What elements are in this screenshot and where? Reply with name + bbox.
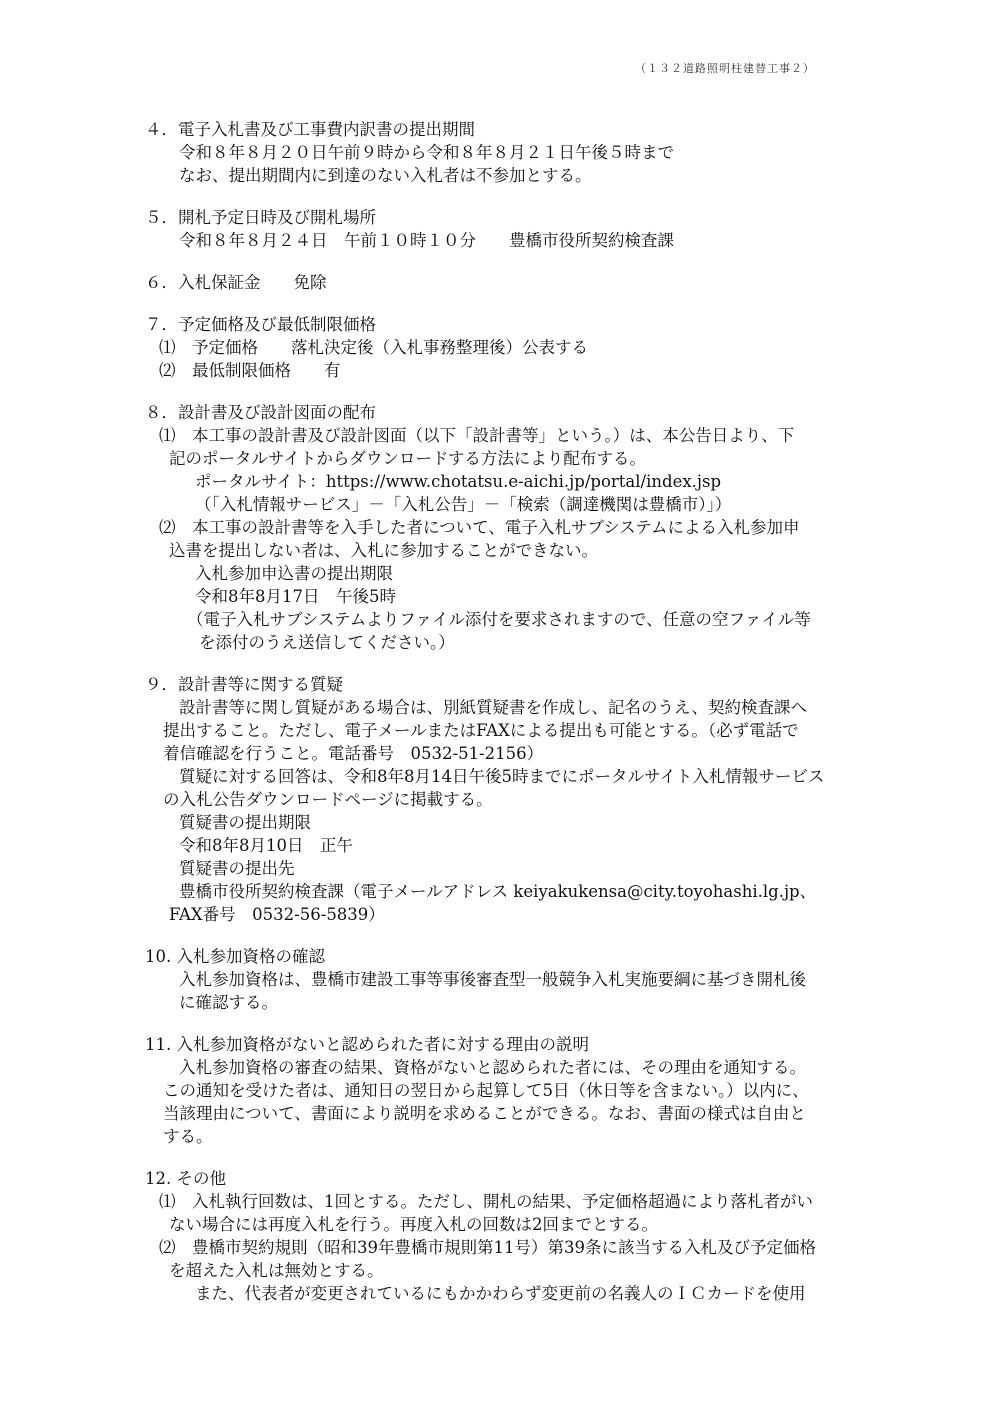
section-7-heading: ７．予定価格及び最低制限価格 [145,315,376,334]
section-11-line: この通知を受けた者は、通知日の翌日から起算して5日（休日等を含まない。）以内に、 [163,1081,809,1100]
section-12-heading: 12. その他 [145,1169,226,1188]
section-8-item2-note: （電子入札サブシステムよりファイル添付を要求されますので、任意の空ファイル等 [187,610,811,629]
section-9-line: 提出すること。ただし、電子メールまたはFAXによる提出も可能とする。（必ず電話で [163,721,799,740]
section-7-item: ⑵ 最低制限価格 有 [159,361,341,380]
section-8-heading: ８．設計書及び設計図面の配布 [145,403,376,422]
section-8-item2-note: を添付のうえ送信してください。） [199,633,455,652]
section-9-line: 着信確認を行うこと。電話番号 0532-51-2156） [163,744,544,763]
section-5-line: 令和８年８月２４日 午前１０時１０分 豊橋市役所契約検査課 [179,231,674,250]
section-5-heading: ５．開札予定日時及び開札場所 [145,208,376,227]
portal-site-line: ポータルサイト：https://www.chotatsu.e-aichi.jp/portal/index.jsp [195,472,722,491]
section-11-line: する。 [163,1127,213,1146]
section-6-heading: ６．入札保証金 免除 [145,273,327,292]
project-tag: （１３２道路照明柱建替工事２） [635,62,815,75]
section-9-heading: ９．設計書等に関する質疑 [145,675,343,694]
section-7-item: ⑴ 予定価格 落札決定後（入札事務整理後）公表する [159,338,588,357]
section-9-line: 質疑に対する回答は、令和8年8月14日午後5時までにポータルサイト入札情報サービス [179,767,825,786]
section-8-item1-line: ⑴ 本工事の設計書及び設計図面（以下「設計書等」という。）は、本公告日より、下 [159,426,795,445]
portal-site-path: （「入札情報サービス」－「入札公告」－「検索（調達機関は豊橋市）」） [195,495,732,514]
section-9-line: 質疑書の提出先 [179,859,295,878]
section-12-item2-line: を超えた入札は無効とする。 [169,1261,384,1280]
section-9-line: 質疑書の提出期限 [179,813,311,832]
section-8-item2-line: 入札参加申込書の提出期限 [195,564,393,583]
section-10-line: に確認する。 [179,993,278,1012]
section-11-line: 入札参加資格の審査の結果、資格がないと認められた者には、その理由を通知する。 [179,1058,806,1077]
section-9-line: 豊橋市役所契約検査課（電子メールアドレス keiyakukensa@city.toyohashi.lg.jp、 [179,882,817,901]
section-9-line: FAX番号 0532-56-5839） [169,905,385,924]
section-9-line: 令和8年8月10日 正午 [179,836,353,855]
section-9-line: 設計書等に関し質疑がある場合は、別紙質疑書を作成し、記名のうえ、契約検査課へ [179,698,807,717]
section-11-line: 当該理由について、書面により説明を求めることができる。なお、書面の様式は自由と [163,1104,806,1123]
section-10-line: 入札参加資格は、豊橋市建設工事等事後審査型一般競争入札実施要綱に基づき開札後 [179,970,806,989]
section-8-item1-line: 記のポータルサイトからダウンロードする方法により配布する。 [169,449,646,468]
section-10-heading: 10. 入札参加資格の確認 [145,947,325,966]
section-8-item2-line: 令和8年8月17日 午後5時 [195,587,396,606]
section-4-heading: ４．電子入札書及び工事費内訳書の提出期間 [145,120,475,139]
section-12-item1-line: ない場合には再度入札を行う。再度入札の回数は2回までとする。 [169,1215,658,1234]
section-8-item2-line: ⑵ 本工事の設計書等を入手した者について、電子入札サブシステムによる入札参加申 [159,518,800,537]
document-body [145,118,870,1305]
section-4-line: なお、提出期間内に到達のない入札者は不参加とする。 [179,166,592,185]
section-9-line: の入札公告ダウンロードページに掲載する。 [163,790,493,809]
section-4-line: 令和８年８月２０日午前９時から令和８年８月２１日午後５時まで [179,143,674,162]
section-12-item2-line: また、代表者が変更されているにもかかわらず変更前の名義人のＩＣカードを使用 [195,1284,806,1303]
section-11-heading: 11. 入札参加資格がないと認められた者に対する理由の説明 [145,1035,589,1054]
section-12-item2-line: ⑵ 豊橋市契約規則（昭和39年豊橋市規則第11号）第39条に該当する入札及び予定価格 [159,1238,816,1257]
section-12-item1-line: ⑴ 入札執行回数は、1回とする。ただし、開札の結果、予定価格超過により落札者がい [159,1192,813,1211]
section-8-item2-line: 込書を提出しない者は、入札に参加することができない。 [169,541,598,560]
